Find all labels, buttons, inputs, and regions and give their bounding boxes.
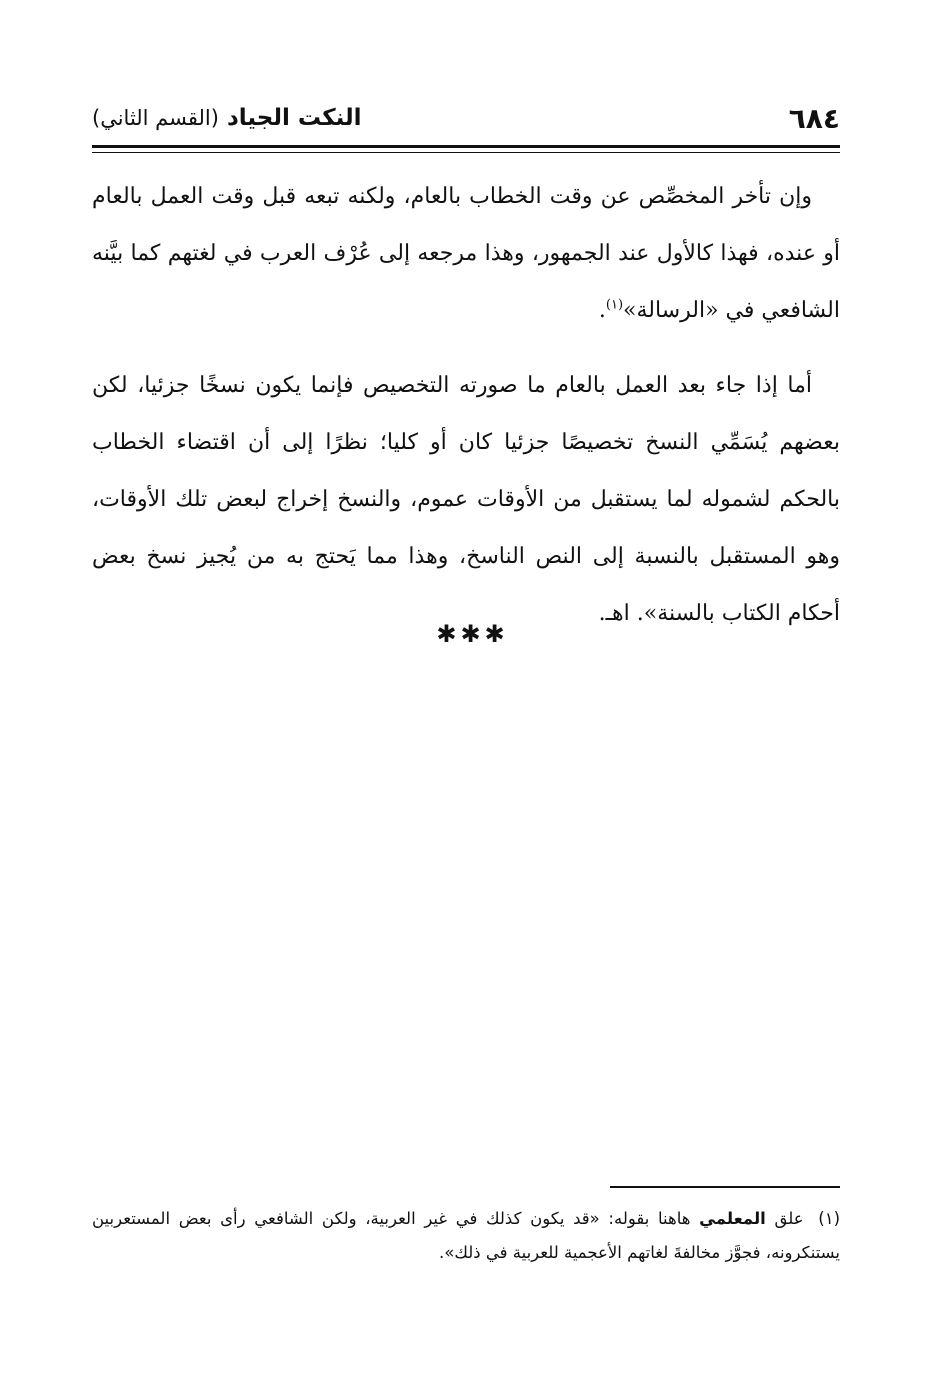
footnote-text-after: هاهنا بقوله: «قد يكون كذلك في غير العربية، ولكن الشافعي رأى بعض المستعربين يستنكرونه، فجوَّز مخالفةَ لغاتهم الأعجمية للعربية في ذلك». <box>92 1209 840 1262</box>
paragraph-2: أما إذا جاء بعد العمل بالعام ما صورته التخصيص فإنما يكون نسخًا جزئيا، لكن بعضهم يُسَمِّي النسخ تخصيصًا جزئيا كان أو كليا؛ نظرًا إلى أن اقتضاء الخطاب بالحكم لشموله لما يستقبل من الأوقات عموم، والنسخ إخراج لبعض تلك الأوقات، وهو المستقبل بالنسبة إلى النص الناسخ، وهذا مما يَحتج به من يُجيز نسخ بعض أحكام الكتاب بالسنة». اهـ. <box>92 373 840 626</box>
footnote-text-before: علق <box>774 1209 804 1228</box>
footnote-separator <box>610 1186 840 1188</box>
footnote-author: المعلمي <box>699 1209 766 1228</box>
book-title: النكت الجياد <box>226 105 362 131</box>
footnote-marker: (١) <box>818 1209 840 1228</box>
page-number: ٦٨٤ <box>788 101 840 135</box>
section-ornament: ✱✱✱ <box>436 620 509 648</box>
running-head <box>92 105 362 131</box>
paragraph-1 <box>92 168 840 339</box>
header-rule-thick <box>92 145 840 148</box>
header-rule-thin <box>92 152 840 153</box>
paragraph-1-text: وإن تأخر المخصِّص عن وقت الخطاب بالعام، ولكنه تبعه قبل وقت العمل بالعام أو عنده، فهذا كالأول عند الجمهور، وهذا مرجعه إلى عُرْف العرب في لغتهم كما بيَّنه الشافعي في «الرسالة» <box>92 184 840 323</box>
footnote <box>92 1202 840 1270</box>
footnote-reference[interactable]: (١) <box>605 297 624 313</box>
paragraph-1-end: . <box>598 298 606 323</box>
page-header <box>92 96 840 140</box>
book-part: (القسم الثاني) <box>92 106 219 130</box>
main-text <box>92 168 840 642</box>
